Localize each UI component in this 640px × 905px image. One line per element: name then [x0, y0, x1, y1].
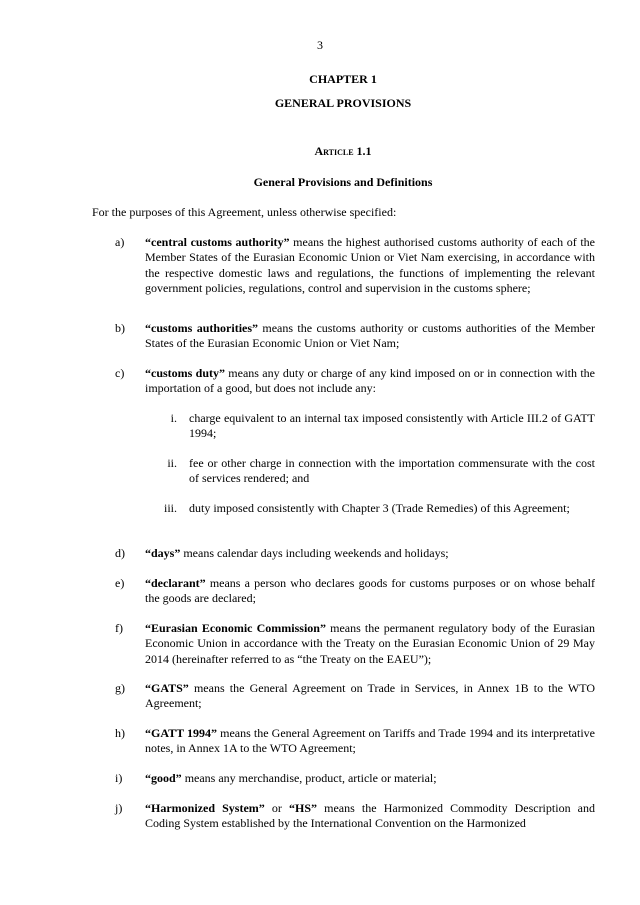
definition-term: “good”: [145, 771, 182, 785]
chapter-heading: CHAPTER 1: [309, 72, 377, 86]
definition-term: “customs authorities”: [145, 321, 259, 335]
article-number: 1.1: [353, 144, 372, 158]
definition-term: “Harmonized System”: [145, 801, 265, 815]
definition-text: means calendar days including weekends and holidays;: [180, 546, 449, 560]
intro-paragraph: For the purposes of this Agreement, unless otherwise specified:: [92, 205, 397, 219]
definition-text: means the General Agreement on Trade in Services, in Annex 1B to the WTO Agreement;: [145, 681, 595, 711]
item-marker: i): [115, 771, 123, 785]
definition-text: means the General Agreement on Tariffs and Trade 1994 and its interpretative notes, in Annex 1A to the WTO Agreement;: [145, 726, 595, 756]
sub-item: [150, 411, 595, 442]
item-marker: h): [115, 726, 125, 740]
item-marker: c): [115, 366, 125, 380]
sub-item: [150, 501, 595, 516]
definition-item: [115, 576, 595, 607]
sub-item-text: duty imposed consistently with Chapter 3 (Trade Remedies) of this Agreement;: [189, 501, 570, 515]
definition-item: [115, 321, 595, 352]
page-number: 3: [317, 38, 323, 52]
sub-item-marker: i.: [170, 411, 177, 425]
definition-text: means any merchandise, product, article or material;: [181, 771, 437, 785]
article-prefix: Article: [314, 144, 354, 158]
article-heading: [0, 144, 640, 159]
definition-text: means the highest authorised customs authority of each of the Member States of the Eurasian Economic Union or Viet Nam exercising, in accordance with the respective domestic laws and regulations, the functions of implementing the relevant government policies, regulations, control and supervision in the customs sphere;: [145, 235, 595, 295]
item-marker: f): [115, 621, 123, 635]
definition-term: “central customs authority”: [145, 235, 290, 249]
definition-item: [115, 621, 595, 667]
item-marker: e): [115, 576, 125, 590]
item-marker: j): [115, 801, 123, 815]
article-title: General Provisions and Definitions: [253, 175, 433, 189]
definition-item: [115, 771, 595, 786]
definition-item: [115, 546, 595, 561]
sub-item: [150, 456, 595, 487]
item-marker: g): [115, 681, 125, 695]
sub-item-text: fee or other charge in connection with the importation commensurate with the cost of services rendered; and: [189, 456, 595, 486]
definition-term: “days”: [145, 546, 181, 560]
sub-item-marker: ii.: [167, 456, 177, 470]
definition-connector: or: [264, 801, 290, 815]
definition-term: “Eurasian Economic Commission”: [145, 621, 326, 635]
definition-term: “HS”: [289, 801, 318, 815]
definition-item: [115, 235, 595, 296]
definition-text: means a person who declares goods for customs purposes or on whose behalf the goods are declared;: [145, 576, 595, 606]
definition-item: [115, 366, 595, 397]
definition-term: “declarant”: [145, 576, 206, 590]
sub-item-text: charge equivalent to an internal tax imposed consistently with Article III.2 of GATT 1994;: [189, 411, 595, 441]
definition-item: [115, 726, 595, 757]
item-marker: b): [115, 321, 125, 335]
sub-item-marker: iii.: [163, 501, 177, 515]
item-marker: d): [115, 546, 125, 560]
definition-text: means the Harmonized Commodity Description and Coding System established by the International Convention on the Harmonized: [145, 801, 596, 831]
definition-text: means the customs authority or customs authorities of the Member States of the Eurasian Economic Union or Viet Nam;: [145, 321, 595, 351]
item-marker: a): [115, 235, 125, 249]
definition-text: means the permanent regulatory body of the Eurasian Economic Union in accordance with the Treaty on the Eurasian Economic Union of 29 May 2014 (hereinafter referred to as “the Treaty on the EAEU”);: [145, 621, 595, 666]
definition-item: [115, 801, 595, 832]
definition-text: means any duty or charge of any kind imposed on or in connection with the importation of a good, but does not include any:: [145, 366, 595, 396]
definition-term: “GATT 1994”: [145, 726, 218, 740]
definition-item: [115, 681, 595, 712]
chapter-title: GENERAL PROVISIONS: [274, 96, 412, 110]
definition-term: “customs duty”: [145, 366, 225, 380]
definition-term: “GATS”: [145, 681, 189, 695]
